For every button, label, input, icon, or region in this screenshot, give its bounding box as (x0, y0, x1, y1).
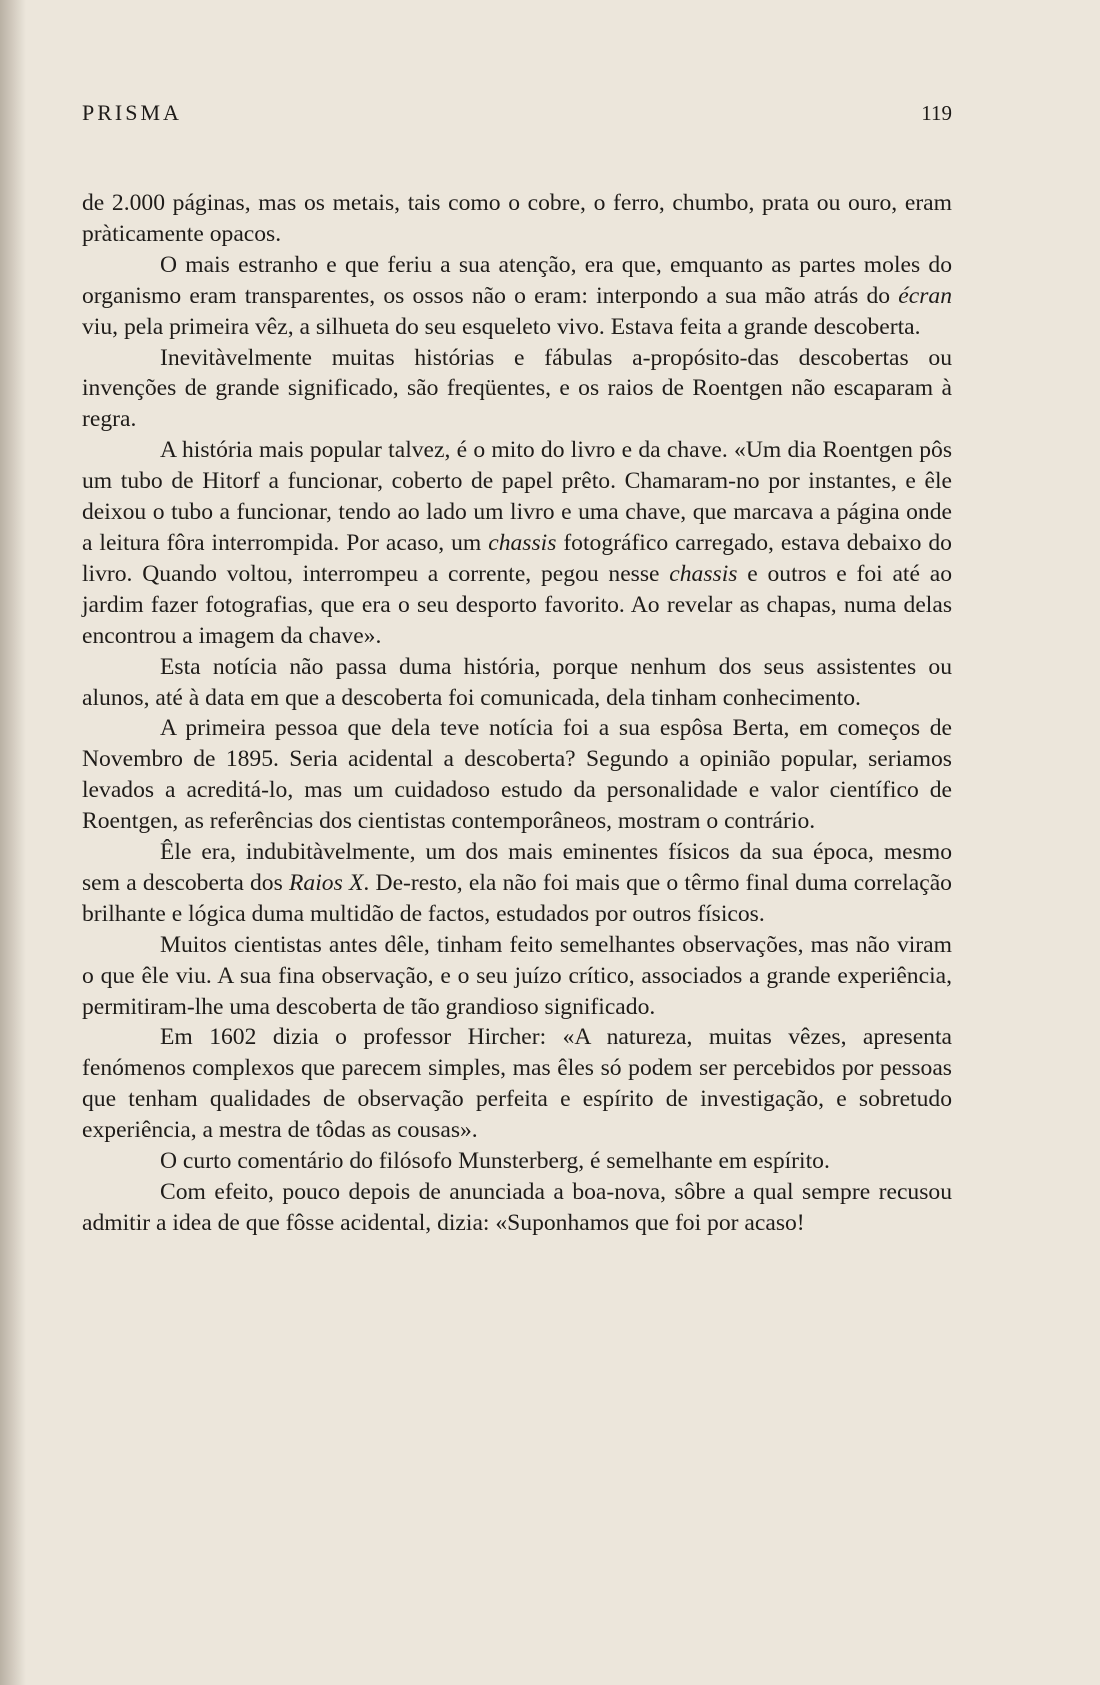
paragraph: Êle era, indubitàvelmente, um dos mais eminentes físicos da sua época, mesmo sem a descoberta dos Raios X. De-resto, ela não foi mais que o têrmo final duma correlação brilhante e lógica duma multidão de factos, estudados por outros físicos. (82, 839, 952, 927)
italic-term: chassis (669, 560, 738, 587)
paragraph: A história mais popular talvez, é o mito do livro e da chave. «Um dia Roentgen pôs um tubo de Hitorf a funcionar, coberto de papel prêto. Chamaram-no por instantes, e êle deixou o tubo a funcionar, tendo ao lado um livro e uma chave, que marcava a página onde a leitura fôra interrompida. Por acaso, um chassis fotográfico carregado, estava debaixo do livro. Quando voltou, interrompeu a corrente, pegou nesse chassis e outros e foi até ao jardim fazer fotografias, que era o seu desporto favorito. Ao revelar as chapas, numa delas encontrou a imagem da chave». (82, 437, 953, 649)
paragraph: Muitos cientistas antes dêle, tinham feito semelhantes observações, mas não viram o que êle viu. A sua fina observação, e o seu juízo crítico, associados a grande experiência, permitiram-lhe uma descoberta de tão grandioso significado. (82, 931, 952, 1020)
paragraph: A primeira pessoa que dela teve notícia foi a sua espôsa Berta, em começos de Novembro de 1895. Seria acidental a descoberta? Segundo a opinião popular, seriamos levados a acreditá-lo, mas um cuidadoso estudo da personalidade e valor científico de Roentgen, as referências dos cientistas contemporâneos, mostram o contrário. (82, 715, 952, 835)
page-number: 119 (921, 101, 952, 125)
paragraph: Esta notícia não passa duma história, porque nenhum dos seus assistentes ou alunos, até à data em que a descoberta foi comunicada, dela tinham conhecimento. (82, 653, 952, 711)
italic-term: Raios X (289, 869, 364, 896)
journal-title: PRISMA (82, 100, 182, 125)
article-body (82, 188, 952, 1239)
paragraph: Inevitàvelmente muitas histórias e fábulas a-propósito-das descobertas ou invenções de grande significado, são freqüentes, e os raios de Roentgen não escaparam à regra. (82, 344, 952, 433)
italic-term: chassis (488, 529, 557, 556)
paragraph: Com efeito, pouco depois de anunciada a boa-nova, sôbre a qual sempre recusou admitir a idea de que fôsse acidental, dizia: «Suponhamos que foi por acaso! (82, 1179, 952, 1236)
paragraph: de 2.000 páginas, mas os metais, tais como o cobre, o ferro, chumbo, prata ou ouro, eram pràticamente opacos. (82, 190, 952, 247)
paragraph: O curto comentário do filósofo Munsterberg, é semelhante em espírito. (160, 1148, 830, 1175)
paragraph: O mais estranho e que feriu a sua atenção, era que, emquanto as partes moles do organismo eram transparentes, os ossos não o eram: interpondo a sua mão atrás do écran viu, pela primeira vêz, a silhueta do seu esqueleto vivo. Estava feita a grande descoberta. (82, 251, 952, 340)
italic-term: écran (898, 282, 952, 309)
running-header (82, 100, 952, 126)
paragraph: Em 1602 dizia o professor Hircher: «A natureza, muitas vêzes, apresenta fenómenos complexos que parecem simples, mas êles só podem ser percebidos por pessoas que tenham qualidades de observação perfeita e espírito de investigação, e sobretudo experiência, a mestra de tôdas as cousas». (82, 1024, 952, 1144)
page-edge-shadow (0, 0, 26, 1685)
